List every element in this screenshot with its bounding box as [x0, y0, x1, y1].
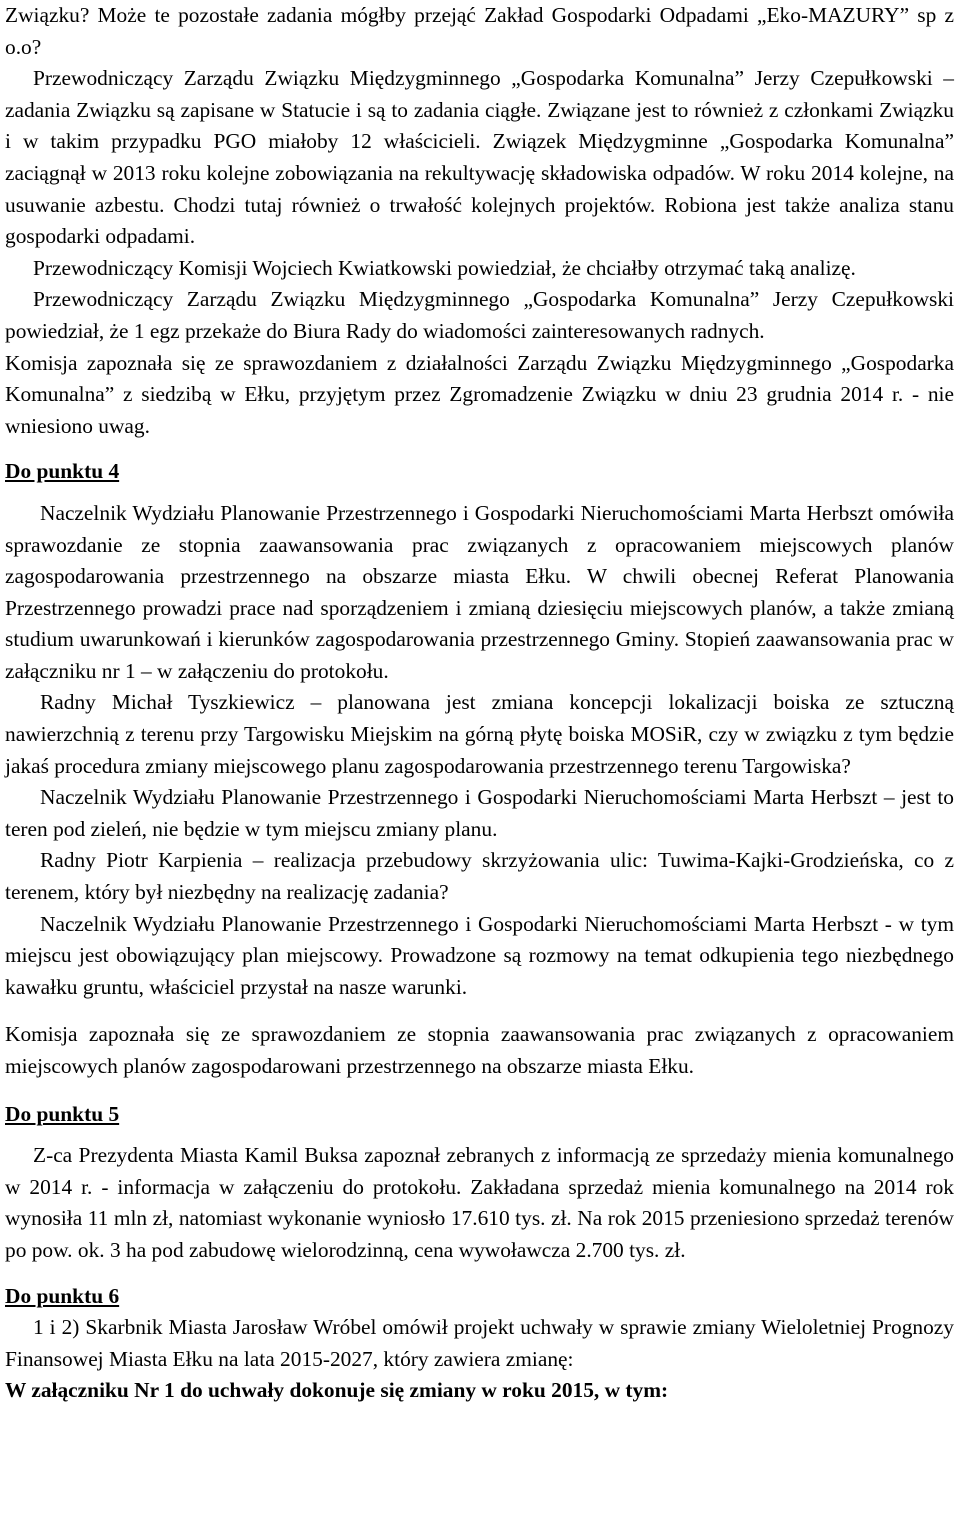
- paragraph-herbszt-2: Naczelnik Wydziału Planowanie Przestrzennego i Gospodarki Nieruchomościami Marta Herbszt – jest to teren pod zieleń, nie będzie w tym miejscu zmiany planu.: [5, 785, 954, 841]
- paragraph-czepulkowski-1: Przewodniczący Zarządu Związku Międzygminnego „Gospodarka Komunalna” Jerzy Czepułkowski – zadania Związku są zapisane w Statucie i są to zadania ciągłe. Związane jest to również z członkami Związku i w takim przypadku PGO miałoby 12 właścicieli. Związek Międzygminne „Gospodarka Komunalna” zaciągnął w 2013 roku kolejne zobowiązania na rekultywację składowiska odpadów. W roku 2014 kolejne, na usuwanie azbestu. Chodzi tutaj również o trwałość kolejnych projektów. Robiona jest także analiza stanu gospodarki odpadami.: [5, 66, 954, 249]
- paragraph-tyszkiewicz: Radny Michał Tyszkiewicz – planowana jest zmiana koncepcji lokalizacji boiska ze sztuczną nawierzchnią z terenu przy Targowisku Miejskim na górną płytę boiska MOSiR, czy w związku z tym będzie jakaś procedura zmiany miejscowego planu zagospodarowania przestrzennego terenu Targowiska?: [5, 690, 954, 778]
- paragraph-buksa: Z-ca Prezydenta Miasta Kamil Buksa zapoznał zebranych z informacją ze sprzedaży mienia komunalnego w 2014 r. - informacja w załączeniu do protokołu. Zakładana sprzedaż mienia komunalnego na 2014 rok wynosiła 11 mln zł, natomiast wykonanie wyniosło 17.610 tys. zł. Na rok 2015 przeniesiono sprzedaż terenów po pow. ok. 3 ha pod zabudowę wielorodzinną, cena wywoławcza 2.700 tys. zł.: [5, 1143, 954, 1262]
- paragraph-karpienia: Radny Piotr Karpienia – realizacja przebudowy skrzyżowania ulic: Tuwima-Kajki-Grodzieńska, co z terenem, który był niezbędny na realizację zadania?: [5, 848, 954, 905]
- paragraph-intro: Związku? Może te pozostałe zadania mógłby przejąć Zakład Gospodarki Odpadami „Eko-MAZURY” sp z o.o?: [5, 3, 954, 59]
- heading-punkt-5: Do punktu 5: [5, 1101, 120, 1126]
- heading-punkt-6: Do punktu 6: [5, 1283, 120, 1308]
- paragraph-czepulkowski-2: Przewodniczący Zarządu Związku Międzygminnego „Gospodarka Komunalna” Jerzy Czepułkowski powiedział, że 1 egz przekaże do Biura Rady do wiadomości zainteresowanych radnych.: [5, 287, 954, 343]
- paragraph-bold-zalacznik: W załączniku Nr 1 do uchwały dokonuje się zmiany w roku 2015, w tym:: [5, 1378, 669, 1403]
- paragraph-wrobel: 1 i 2) Skarbnik Miasta Jarosław Wróbel omówił projekt uchwały w sprawie zmiany Wieloletniej Prognozy Finansowej Miasta Ełku na lata 2015-2027, który zawiera zmianę:: [5, 1315, 954, 1371]
- paragraph-herbszt-1: Naczelnik Wydziału Planowanie Przestrzennego i Gospodarki Nieruchomościami Marta Herbszt omówiła sprawozdanie ze stopnia zaawansowania prac związanych z opracowaniem miejscowych planów zagospodarowania przestrzennego na obszarze miasta Ełku. W chwili obecnej Referat Planowania Przestrzennego prowadzi prace nad sporządzeniem i zmianą dziesięciu miejscowych planów, a także zmianą studium uwarunkowań i kierunków zagospodarowania przestrzennego Gminy. Stopień zaawansowania prac w załączniku nr 1 – w załączeniu do protokołu.: [5, 500, 954, 683]
- paragraph-komisja-2: Komisja zapoznała się ze sprawozdaniem ze stopnia zaawansowania prac związanych z opracowaniem miejscowych planów zagospodarowani przestrzennego na obszarze miasta Ełku.: [5, 1022, 954, 1078]
- heading-punkt-4: Do punktu 4: [5, 459, 120, 484]
- paragraph-kwiatkowski: Przewodniczący Komisji Wojciech Kwiatkowski powiedział, że chciałby otrzymać taką analizę.: [33, 255, 856, 280]
- paragraph-herbszt-3: Naczelnik Wydziału Planowanie Przestrzennego i Gospodarki Nieruchomościami Marta Herbszt - w tym miejscu jest obowiązujący plan miejscowy. Prowadzone są rozmowy na temat odkupienia tego niezbędnego kawałku gruntu, właściciel przystał na nasze warunki.: [5, 911, 954, 999]
- paragraph-komisja-1: Komisja zapoznała się ze sprawozdaniem z działalności Zarządu Związku Międzygminnego „Gospodarka Komunalna” z siedzibą w Ełku, przyjętym przez Zgromadzenie Związku w dniu 23 grudnia 2014 r. - nie wniesiono uwag.: [5, 350, 954, 438]
